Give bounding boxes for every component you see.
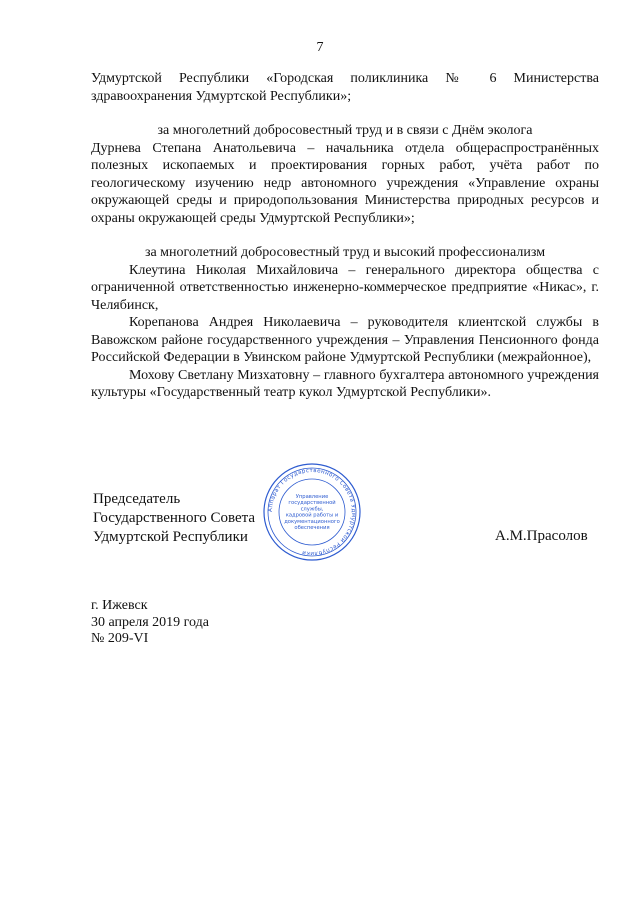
- signature-block: [93, 490, 255, 547]
- paragraph: Корепанова Андрея Николаевича – руководителя клиентской службы в Вавожском районе государственного учреждения – Управления Пенсионного фонда Российской Федерации в Увинском районе Удмуртской Республики (межрайонное),: [91, 315, 599, 365]
- section-heading: за многолетний добросовестный труд и высокий профессионализм: [144, 245, 546, 260]
- paragraph: здравоохранения Удмуртской Республики»;: [91, 88, 352, 104]
- date: 30 апреля 2019 года: [91, 614, 209, 630]
- spacer: [91, 227, 599, 244]
- official-stamp: [262, 462, 362, 562]
- stamp-text-line: документационного: [284, 518, 340, 525]
- spacer: [91, 105, 599, 122]
- stamp-text-line: кадровой работы и: [285, 512, 339, 519]
- signature-title-line-3: Удмуртской Республики: [93, 529, 248, 545]
- paragraph: Мохову Светлану Мизхатовну – главного бухгалтера автономного учреждения культуры «Государственный театр кукол Удмуртской Республики».: [91, 367, 599, 400]
- stamp-text-line: государственной: [288, 500, 336, 507]
- stamp-text-line: службы,: [300, 506, 324, 513]
- paragraph: Клеутина Николая Михайловича – генерального директора общества с ограниченной ответственностью инженерно-коммерческое предприятие «Никас», г. Челябинск,: [91, 262, 599, 313]
- page-number: 7: [316, 40, 324, 55]
- stamp-text-line: обеспечения: [294, 525, 330, 531]
- section-heading: за многолетний добросовестный труд и в связи с Днём эколога: [157, 123, 533, 138]
- stamp-text-line: Управление: [295, 494, 329, 500]
- signature-title-line-2: Государственного Совета: [93, 510, 256, 526]
- document-body: [91, 70, 599, 402]
- signatory-name: А.М.Прасолов: [495, 528, 588, 544]
- city: г. Ижевск: [91, 598, 148, 613]
- document-number: № 209-VI: [91, 631, 149, 646]
- signature-title-line-1: Председатель: [93, 491, 181, 507]
- paragraph: Дурнева Степана Анатольевича – начальника отдела общераспространённых полезных ископаемых и проектирования горных работ, учёта работ по геологическому изучению недр автономного учреждения «Управление охраны окружающей среды и природопользования Министерства природных ресурсов и охраны окружающей среды Удмуртской Республики»;: [91, 140, 599, 226]
- paragraph: Удмуртской Республики «Городская поликлиника № 6 Министерства: [91, 71, 599, 86]
- stamp-ring-text: Аппарат Государственного Совета Удмуртской Республики: [267, 467, 357, 557]
- place-and-date: [91, 598, 209, 648]
